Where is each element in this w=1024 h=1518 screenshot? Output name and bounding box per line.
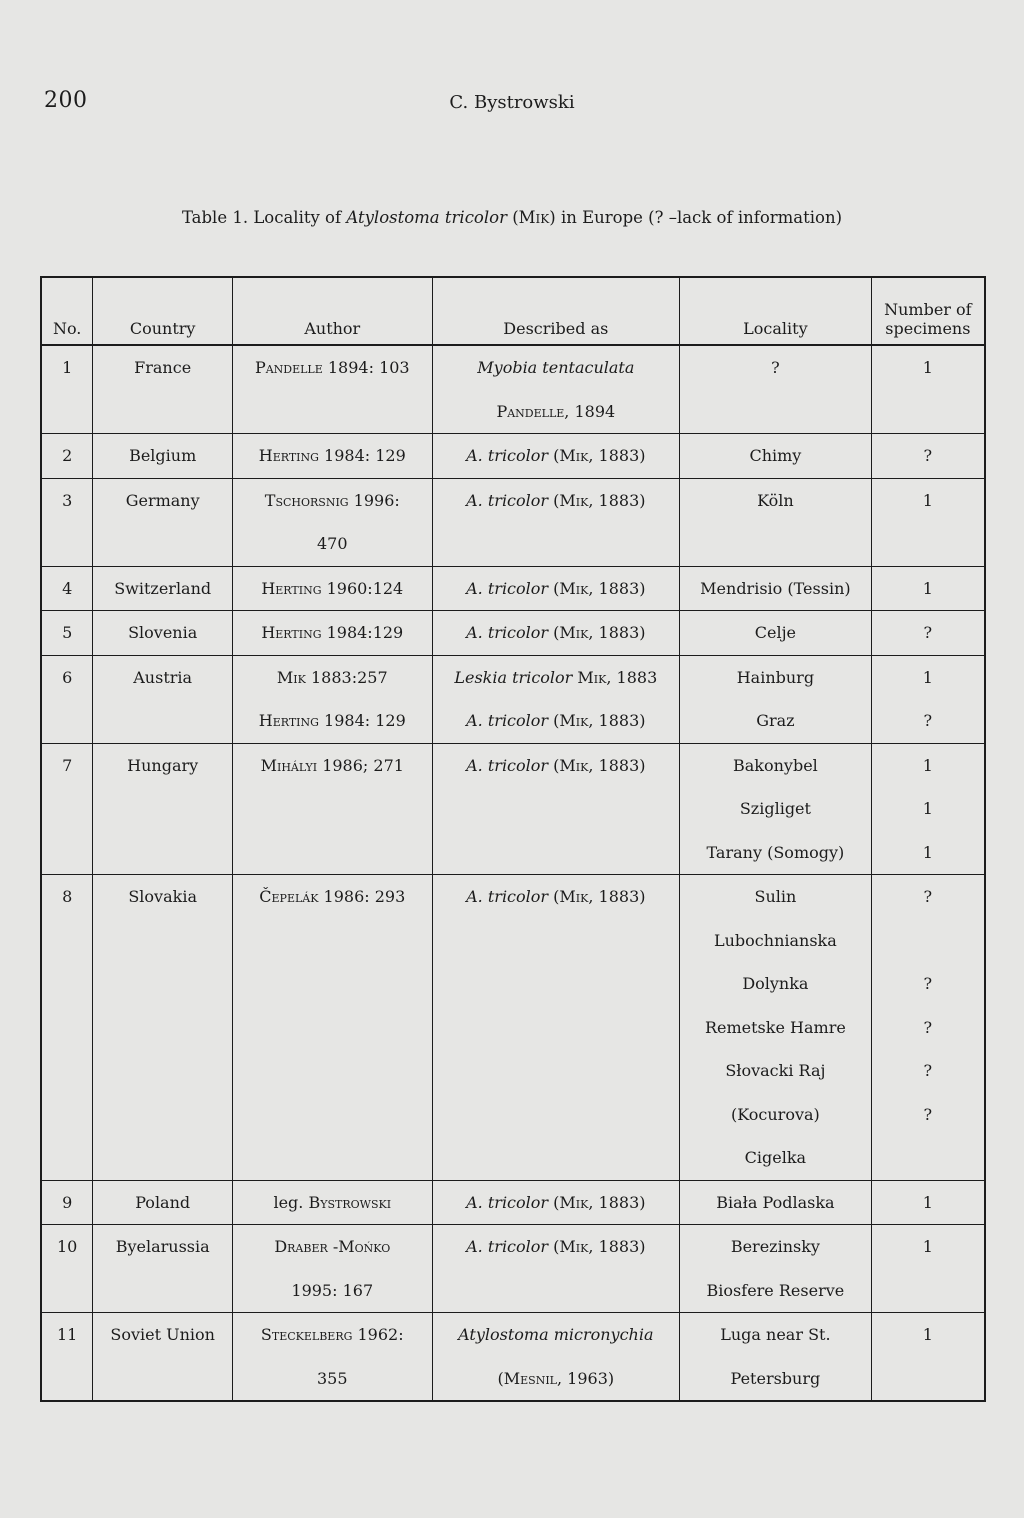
cell-author: Draber -Mońko 1995: 167	[233, 1225, 433, 1313]
table-row	[41, 345, 985, 434]
cell-author: Herting 1984: 129	[233, 434, 433, 479]
cell-specimens: 1	[871, 478, 985, 566]
cell-author: Steckelberg 1962: 355	[233, 1313, 433, 1402]
cell-country: Poland	[93, 1180, 233, 1225]
cell-no: 1	[41, 345, 93, 434]
cell-no: 6	[41, 655, 93, 743]
table-row	[41, 875, 985, 1181]
cell-country: Switzerland	[93, 566, 233, 611]
cell-locality: ?	[680, 345, 872, 434]
cell-specimens: 1 1 1	[871, 743, 985, 875]
cell-author: Tschorsnig 1996: 470	[233, 478, 433, 566]
cell-described-as: A. tricolor (Mik, 1883)	[432, 566, 680, 611]
table-row	[41, 1225, 985, 1313]
header-described-as: Described as	[432, 277, 680, 345]
cell-specimens: 1	[871, 1313, 985, 1402]
running-head: C. Bystrowski	[449, 92, 575, 113]
cell-described-as: A. tricolor (Mik, 1883)	[432, 1225, 680, 1313]
cell-no: 10	[41, 1225, 93, 1313]
table-row	[41, 1313, 985, 1402]
cell-author: leg. Bystrowski	[233, 1180, 433, 1225]
cell-locality: Celje	[680, 611, 872, 656]
table-row	[41, 655, 985, 743]
header-locality: Locality	[680, 277, 872, 345]
cell-country: Slovenia	[93, 611, 233, 656]
cell-specimens: 1	[871, 1225, 985, 1313]
cell-country: Byelarussia	[93, 1225, 233, 1313]
caption-taxon: Atylostoma tricolor	[346, 208, 507, 227]
cell-country: Germany	[93, 478, 233, 566]
cell-described-as: A. tricolor (Mik, 1883)	[432, 743, 680, 875]
cell-no: 7	[41, 743, 93, 875]
cell-locality: Berezinsky Biosfere Reserve	[680, 1225, 872, 1313]
caption-prefix: Table 1. Locality of	[181, 208, 347, 227]
cell-described-as: Atylostoma micronychia (Mesnil, 1963)	[432, 1313, 680, 1402]
caption-author: Mik	[518, 208, 550, 227]
cell-specimens: 1 ?	[871, 655, 985, 743]
cell-no: 4	[41, 566, 93, 611]
cell-described-as: Leskia tricolor Mik, 1883 A. tricolor (Mik, 1883)	[432, 655, 680, 743]
cell-country: Hungary	[93, 743, 233, 875]
cell-locality: Biała Podlaska	[680, 1180, 872, 1225]
cell-described-as: Myobia tentaculata Pandelle, 1894	[432, 345, 680, 434]
cell-country: Austria	[93, 655, 233, 743]
cell-author: Herting 1960:124	[233, 566, 433, 611]
cell-specimens: 1	[871, 345, 985, 434]
table-row	[41, 1180, 985, 1225]
cell-locality: Luga near St. Petersburg	[680, 1313, 872, 1402]
header-number-of-specimens: Number of specimens	[871, 277, 985, 345]
cell-no: 8	[41, 875, 93, 1181]
cell-author: Pandelle 1894: 103	[233, 345, 433, 434]
caption-suffix: in Europe (? –lack of information)	[555, 208, 843, 227]
cell-country: Soviet Union	[93, 1313, 233, 1402]
cell-no: 9	[41, 1180, 93, 1225]
cell-described-as: A. tricolor (Mik, 1883)	[432, 1180, 680, 1225]
cell-specimens: 1	[871, 1180, 985, 1225]
header-no: No.	[41, 277, 93, 345]
cell-no: 11	[41, 1313, 93, 1402]
header-country: Country	[93, 277, 233, 345]
cell-country: Belgium	[93, 434, 233, 479]
cell-specimens: ? ? ? ? ?	[871, 875, 985, 1181]
cell-locality: Sulin Lubochnianska Dolynka Remetske Hamre Słovacki Raj (Kocurova) Cigelka	[680, 875, 872, 1181]
cell-specimens: 1	[871, 566, 985, 611]
table-row	[41, 478, 985, 566]
table-row	[41, 611, 985, 656]
cell-country: Slovakia	[93, 875, 233, 1181]
table-row	[41, 566, 985, 611]
cell-no: 3	[41, 478, 93, 566]
cell-locality: Bakonybel Szigliget Tarany (Somogy)	[680, 743, 872, 875]
cell-author: Mik 1883:257 Herting 1984: 129	[233, 655, 433, 743]
page-number: 200	[44, 88, 88, 113]
cell-country: France	[93, 345, 233, 434]
cell-locality: Chimy	[680, 434, 872, 479]
header-author: Author	[233, 277, 433, 345]
cell-locality: Mendrisio (Tessin)	[680, 566, 872, 611]
cell-specimens: ?	[871, 434, 985, 479]
cell-locality: Hainburg Graz	[680, 655, 872, 743]
cell-described-as: A. tricolor (Mik, 1883)	[432, 875, 680, 1181]
cell-described-as: A. tricolor (Mik, 1883)	[432, 478, 680, 566]
cell-described-as: A. tricolor (Mik, 1883)	[432, 611, 680, 656]
cell-specimens: ?	[871, 611, 985, 656]
cell-locality: Köln	[680, 478, 872, 566]
table-row	[41, 434, 985, 479]
table-row	[41, 743, 985, 875]
cell-no: 5	[41, 611, 93, 656]
table-body	[41, 345, 985, 1401]
cell-described-as: A. tricolor (Mik, 1883)	[432, 434, 680, 479]
cell-author: Herting 1984:129	[233, 611, 433, 656]
table-caption: Table 1. Locality of Atylostoma tricolor (Mik) in Europe (? –lack of information)	[181, 208, 843, 227]
locality-table	[40, 276, 986, 1402]
cell-no: 2	[41, 434, 93, 479]
cell-author: Čepelák 1986: 293	[233, 875, 433, 1181]
cell-author: Mihályi 1986; 271	[233, 743, 433, 875]
table-header-row	[41, 277, 985, 345]
